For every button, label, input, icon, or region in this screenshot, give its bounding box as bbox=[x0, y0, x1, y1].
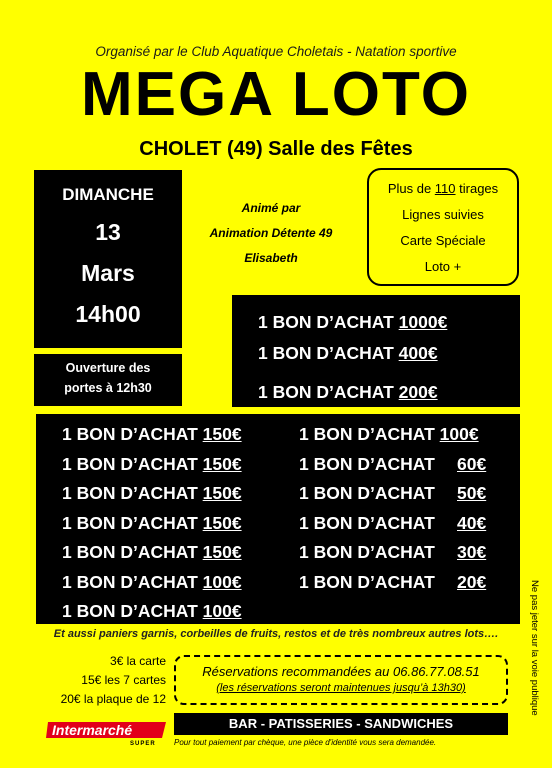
prize-row: 1 BON D’ACHAT 50€ bbox=[299, 483, 487, 503]
organizer-line: Organisé par le Club Aquatique Choletais - Natation sportive bbox=[95, 44, 457, 59]
prize-row: 1 BON D’ACHAT 30€ bbox=[299, 542, 487, 562]
prize-value: 1000€ bbox=[398, 312, 448, 332]
event-title: MEGA LOTO bbox=[81, 60, 471, 129]
logo-text: Intermarché bbox=[52, 722, 133, 738]
prize-value: 150€ bbox=[202, 453, 242, 474]
prize-row: 1 BON D’ACHAT 1000€ bbox=[258, 312, 448, 332]
reservation-line-2: (les réservations seront maintenues jusqu’à 13h30) bbox=[216, 682, 466, 694]
main-prizes-box bbox=[36, 414, 520, 624]
prize-value: 200€ bbox=[398, 382, 438, 402]
bar-banner: BAR - PATISSERIES - SANDWICHES bbox=[174, 713, 508, 735]
prize-value: 100€ bbox=[202, 571, 242, 592]
animator-line-3: Elisabeth bbox=[244, 251, 298, 265]
prize-value: 100€ bbox=[202, 601, 242, 621]
side-note-text: Ne pas jeter sur la voie publique bbox=[529, 580, 540, 716]
prize-row: 1 BON D’ACHAT 100€ bbox=[299, 424, 479, 444]
animator-line-1: Animé par bbox=[241, 201, 301, 215]
prize-value: 50€ bbox=[457, 483, 487, 503]
animator-line-2: Animation Détente 49 bbox=[209, 226, 333, 240]
date-box bbox=[34, 170, 182, 348]
prizes-right-column bbox=[299, 420, 486, 597]
prize-row: 1 BON D’ACHAT 150€ bbox=[62, 424, 242, 444]
price-item: 15€ les 7 cartes bbox=[81, 673, 166, 687]
opening-line-2: portes à 12h30 bbox=[64, 381, 152, 395]
prize-value: 150€ bbox=[202, 512, 242, 533]
prize-value: 100€ bbox=[439, 424, 479, 444]
price-item: 20€ la plaque de 12 bbox=[60, 692, 166, 706]
prize-value: 40€ bbox=[457, 512, 487, 533]
prize-row: 1 BON D’ACHAT 100€ bbox=[62, 601, 242, 621]
side-note bbox=[520, 580, 542, 720]
prize-value: 30€ bbox=[457, 542, 487, 562]
payment-note: Pour tout paiement par chèque, une pièce d'identité vous sera demandée. bbox=[174, 738, 437, 747]
info-draw-count: 110 bbox=[434, 181, 456, 196]
info-line-3: Carte Spéciale bbox=[400, 233, 486, 248]
reservation-box bbox=[174, 655, 508, 705]
logo-graphic bbox=[46, 716, 168, 746]
price-item: 3€ la carte bbox=[109, 654, 166, 668]
top-prizes-box bbox=[232, 295, 520, 407]
opening-line-1: Ouverture des bbox=[65, 361, 151, 375]
info-box bbox=[367, 168, 519, 286]
date-month: Mars bbox=[81, 260, 135, 286]
date-day: DIMANCHE bbox=[62, 185, 154, 204]
date-number: 13 bbox=[95, 219, 121, 245]
info-line-2: Lignes suivies bbox=[402, 207, 484, 222]
prize-value: 150€ bbox=[202, 483, 242, 503]
prize-row: 1 BON D’ACHAT 150€ bbox=[62, 512, 242, 533]
opening-box bbox=[34, 354, 182, 406]
prize-row: 1 BON D’ACHAT 150€ bbox=[62, 542, 242, 562]
prize-value: 150€ bbox=[202, 424, 242, 444]
prize-row: 1 BON D’ACHAT 20€ bbox=[299, 571, 487, 592]
prize-row: 1 BON D’ACHAT 200€ bbox=[258, 382, 438, 402]
prize-row: 1 BON D’ACHAT 40€ bbox=[299, 512, 487, 533]
prize-value: 150€ bbox=[202, 542, 242, 562]
event-location: CHOLET (49) Salle des Fêtes bbox=[139, 138, 413, 160]
prize-row: 1 BON D’ACHAT 60€ bbox=[299, 453, 487, 474]
reservation-line-1: Réservations recommandées au 06.86.77.08.51 bbox=[202, 664, 480, 679]
info-draws: Plus de 110 tirages bbox=[387, 181, 499, 196]
date-time: 14h00 bbox=[75, 301, 141, 327]
extras-line: Et aussi paniers garnis, corbeilles de fruits, restos et de très nombreux autres lots…. bbox=[53, 628, 499, 640]
price-list bbox=[38, 652, 166, 709]
prize-row: 1 BON D’ACHAT 100€ bbox=[62, 571, 242, 592]
info-line-4: Loto + bbox=[424, 259, 462, 274]
intermarche-logo bbox=[46, 716, 168, 746]
animator-block bbox=[196, 196, 346, 271]
prize-row: 1 BON D’ACHAT 150€ bbox=[62, 453, 242, 474]
logo-sub: SUPER bbox=[130, 741, 156, 746]
prize-value: 400€ bbox=[398, 343, 438, 363]
prize-row: 1 BON D’ACHAT 400€ bbox=[258, 343, 438, 363]
prize-value: 20€ bbox=[457, 571, 487, 592]
prize-value: 60€ bbox=[457, 453, 487, 474]
prize-row: 1 BON D’ACHAT 150€ bbox=[62, 483, 242, 503]
prizes-left-column bbox=[62, 420, 242, 627]
